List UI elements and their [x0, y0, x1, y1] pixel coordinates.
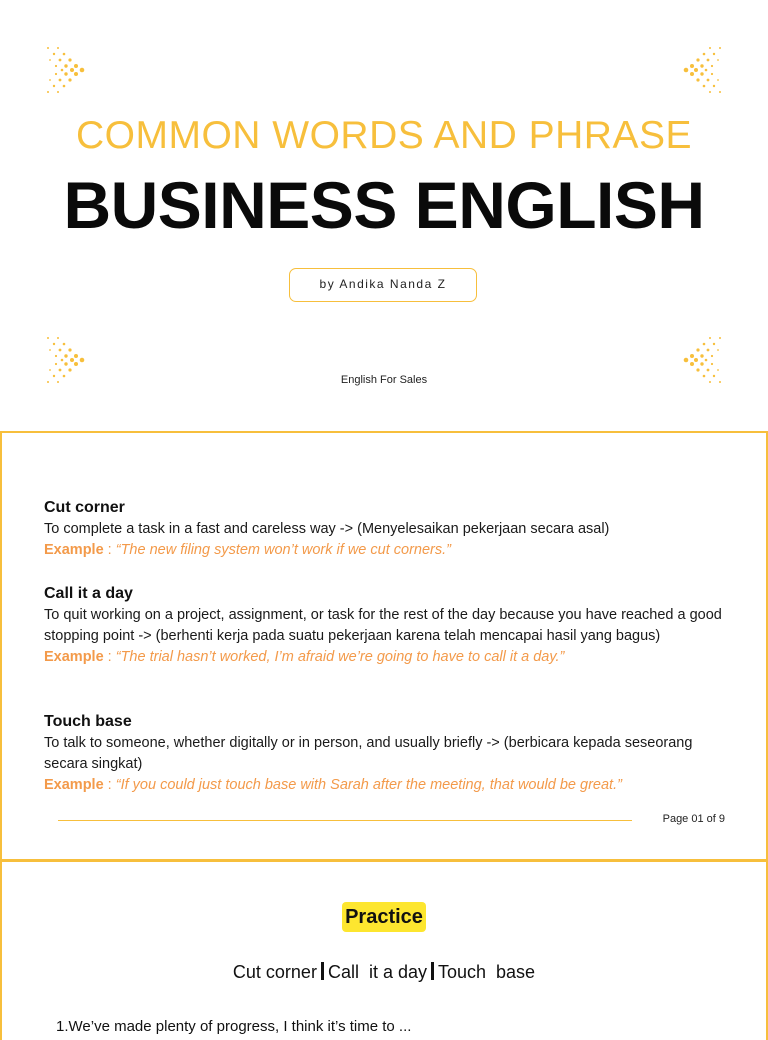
phrase-definition: To complete a task in a fast and careless way -> (Menyelesaikan pekerjaan secara asal) [44, 521, 610, 537]
choice-item: Cut corner [232, 962, 317, 982]
choice-item: Call it a day [327, 962, 427, 982]
example-label: Example [44, 777, 104, 793]
series-label: English For Sales [340, 374, 428, 386]
phrase-entry [44, 497, 734, 561]
footer-divider [58, 820, 632, 821]
example-separator: : [103, 542, 116, 558]
cover-subtitle: COMMON WORDS AND PHRASE [75, 114, 693, 157]
example-quote: “The trial hasn’t worked, I’m afraid we’re going to have to call it a day.” [115, 649, 565, 665]
practice-question: 1.We’ve made plenty of progress, I think it’s time to ... [56, 1018, 412, 1035]
phrase-definition: To talk to someone, whether digitally or in person, and usually briefly -> (berbicara kepada seseorang secara singkat) [44, 735, 693, 772]
phrase-example [44, 775, 734, 796]
phrase-term: Touch base [44, 713, 132, 730]
example-quote: “If you could just touch base with Sarah after the meeting, that would be great.” [115, 777, 622, 793]
example-quote: “The new filing system won’t work if we cut corners.” [115, 542, 451, 558]
page-number: Page 01 of 9 [662, 813, 725, 825]
chevron-right-icon [42, 40, 92, 100]
example-separator: : [103, 649, 116, 665]
cover-page [0, 0, 768, 430]
practice-heading: Practice [342, 902, 426, 932]
answer-choices [2, 960, 766, 984]
example-separator: : [103, 777, 116, 793]
phrase-entry [44, 711, 734, 796]
example-label: Example [44, 542, 104, 558]
phrase-term: Cut corner [44, 499, 125, 516]
example-label: Example [44, 649, 104, 665]
phrase-term: Call it a day [44, 585, 133, 602]
phrase-example [44, 540, 734, 561]
choice-item: Touch base [438, 962, 536, 982]
author-byline: by Andika Nanda Z [289, 268, 477, 302]
practice-heading-wrap [2, 902, 766, 932]
choice-separator [321, 962, 324, 980]
phrase-entry [44, 583, 734, 668]
practice-page [0, 860, 768, 1040]
cover-title: BUSINESS ENGLISH [63, 168, 705, 242]
choice-separator [431, 962, 434, 980]
phrase-definition: To quit working on a project, assignment, or task for the rest of the day because you have reached a good stopping point -> (berhenti kerja pada suatu pekerjaan karena telah mencapai hasil yang bagus) [44, 607, 722, 644]
phrases-page [0, 431, 768, 861]
chevron-left-icon [676, 40, 726, 100]
phrase-example [44, 647, 734, 668]
